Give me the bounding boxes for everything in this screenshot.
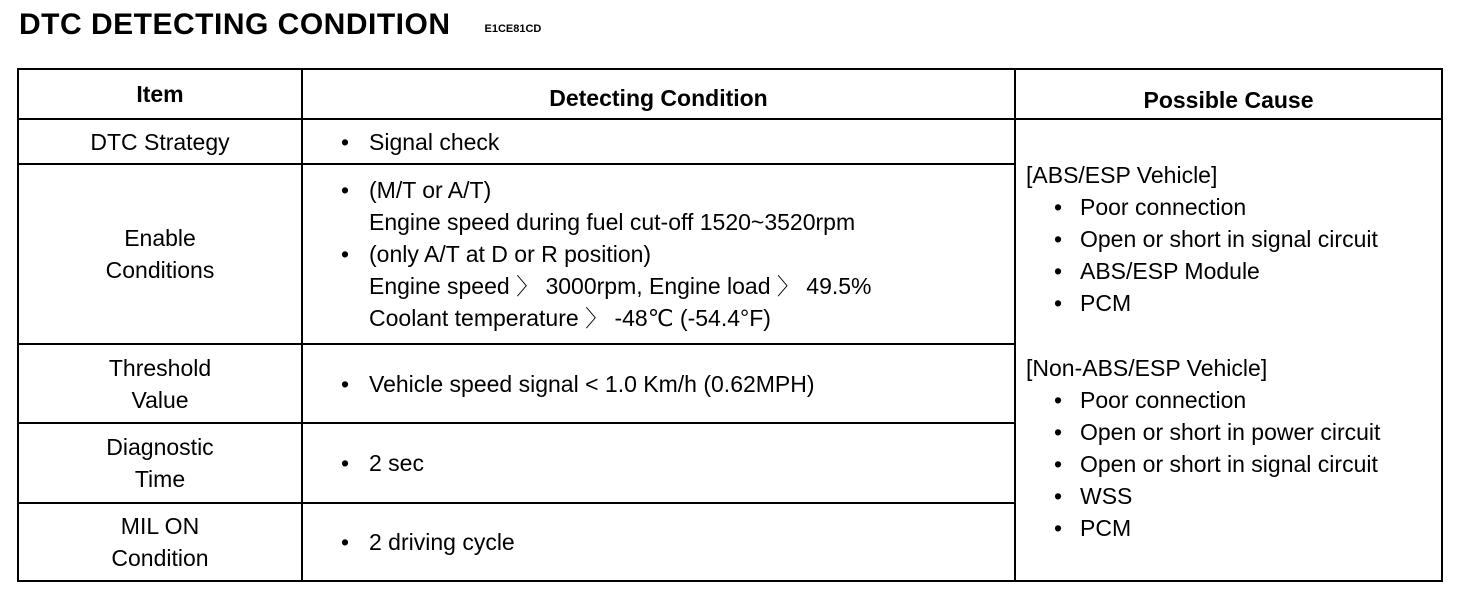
condition-item: [339, 238, 1014, 334]
cause-item: • ABS/ESP Module: [1054, 255, 1441, 287]
page-title: DTC DETECTING CONDITION: [19, 8, 451, 41]
condition-list: [339, 174, 1014, 334]
item-line: Threshold: [108, 354, 212, 381]
item-line: Time: [134, 466, 186, 492]
header-item: Item: [18, 69, 302, 119]
heading: [19, 8, 541, 48]
possible-cause-cell: [1015, 119, 1442, 581]
condition-line: • 2 driving cycle: [369, 529, 515, 555]
condition-line: • Signal check: [369, 128, 500, 155]
header-cause: Possible Cause: [1015, 69, 1442, 119]
condition-list: [339, 126, 1014, 158]
document-code: E1CE81CD: [484, 23, 542, 35]
cause-item: • WSS: [1054, 480, 1441, 512]
condition-line: • Vehicle speed signal < 1.0 Km/h (0.62MPH): [369, 370, 815, 397]
condition-item: [339, 126, 1014, 158]
condition-cell: [302, 344, 1015, 423]
item-line: Condition: [111, 545, 209, 571]
cause-group-non-abs: [1026, 352, 1441, 544]
condition-line: Engine speed during fuel cut-off 1520~3520rpm: [369, 209, 856, 235]
item-cell: [18, 423, 302, 503]
condition-cell: [302, 503, 1015, 581]
header-row: [18, 69, 1442, 119]
condition-line: Engine speed 〉 3000rpm, Engine load 〉 49.5%: [369, 273, 872, 299]
item-cell: [18, 119, 302, 164]
cause-list: [1026, 191, 1441, 319]
cause-item: • PCM: [1054, 287, 1441, 319]
item-line: Enable: [124, 225, 196, 251]
cause-item: • Open or short in signal circuit: [1054, 448, 1441, 480]
condition-cell: [302, 164, 1015, 344]
cause-group-heading: [ABS/ESP Vehicle]: [1026, 162, 1218, 188]
condition-list: [339, 368, 1014, 400]
header-condition: Detecting Condition: [302, 69, 1015, 119]
item-line: Value: [131, 386, 189, 413]
condition-list: [339, 526, 1014, 558]
condition-item: [339, 368, 1014, 400]
item-line: MIL ON: [120, 513, 200, 539]
cause-item: • Open or short in power circuit: [1054, 416, 1441, 448]
cause-item: • Poor connection: [1054, 384, 1441, 416]
cause-item: • PCM: [1054, 512, 1441, 544]
table-row: [18, 119, 1442, 164]
condition-item: [339, 526, 1014, 558]
item-line: Diagnostic: [106, 434, 214, 460]
cause-item: • Open or short in signal circuit: [1054, 223, 1441, 255]
condition-line: • 2 sec: [369, 450, 424, 476]
cause-list: [1026, 384, 1441, 544]
condition-list: [339, 447, 1014, 479]
dtc-condition-table: [17, 68, 1443, 582]
cause-item: • Poor connection: [1054, 191, 1441, 223]
condition-cell: [302, 119, 1015, 164]
condition-item: [339, 174, 1014, 238]
condition-cell: [302, 423, 1015, 503]
condition-line: • (M/T or A/T): [369, 177, 492, 203]
item-cell: [18, 503, 302, 581]
condition-line: • (only A/T at D or R position): [369, 241, 652, 267]
cause-group-heading: [Non-ABS/ESP Vehicle]: [1026, 355, 1268, 381]
condition-line: Coolant temperature 〉 -48℃ (-54.4°F): [369, 305, 771, 331]
item-cell: [18, 344, 302, 423]
condition-item: [339, 447, 1014, 479]
cause-group-abs: [1026, 159, 1441, 319]
item-line: Conditions: [105, 257, 215, 283]
item-line: DTC Strategy: [90, 128, 230, 155]
item-cell: [18, 164, 302, 344]
